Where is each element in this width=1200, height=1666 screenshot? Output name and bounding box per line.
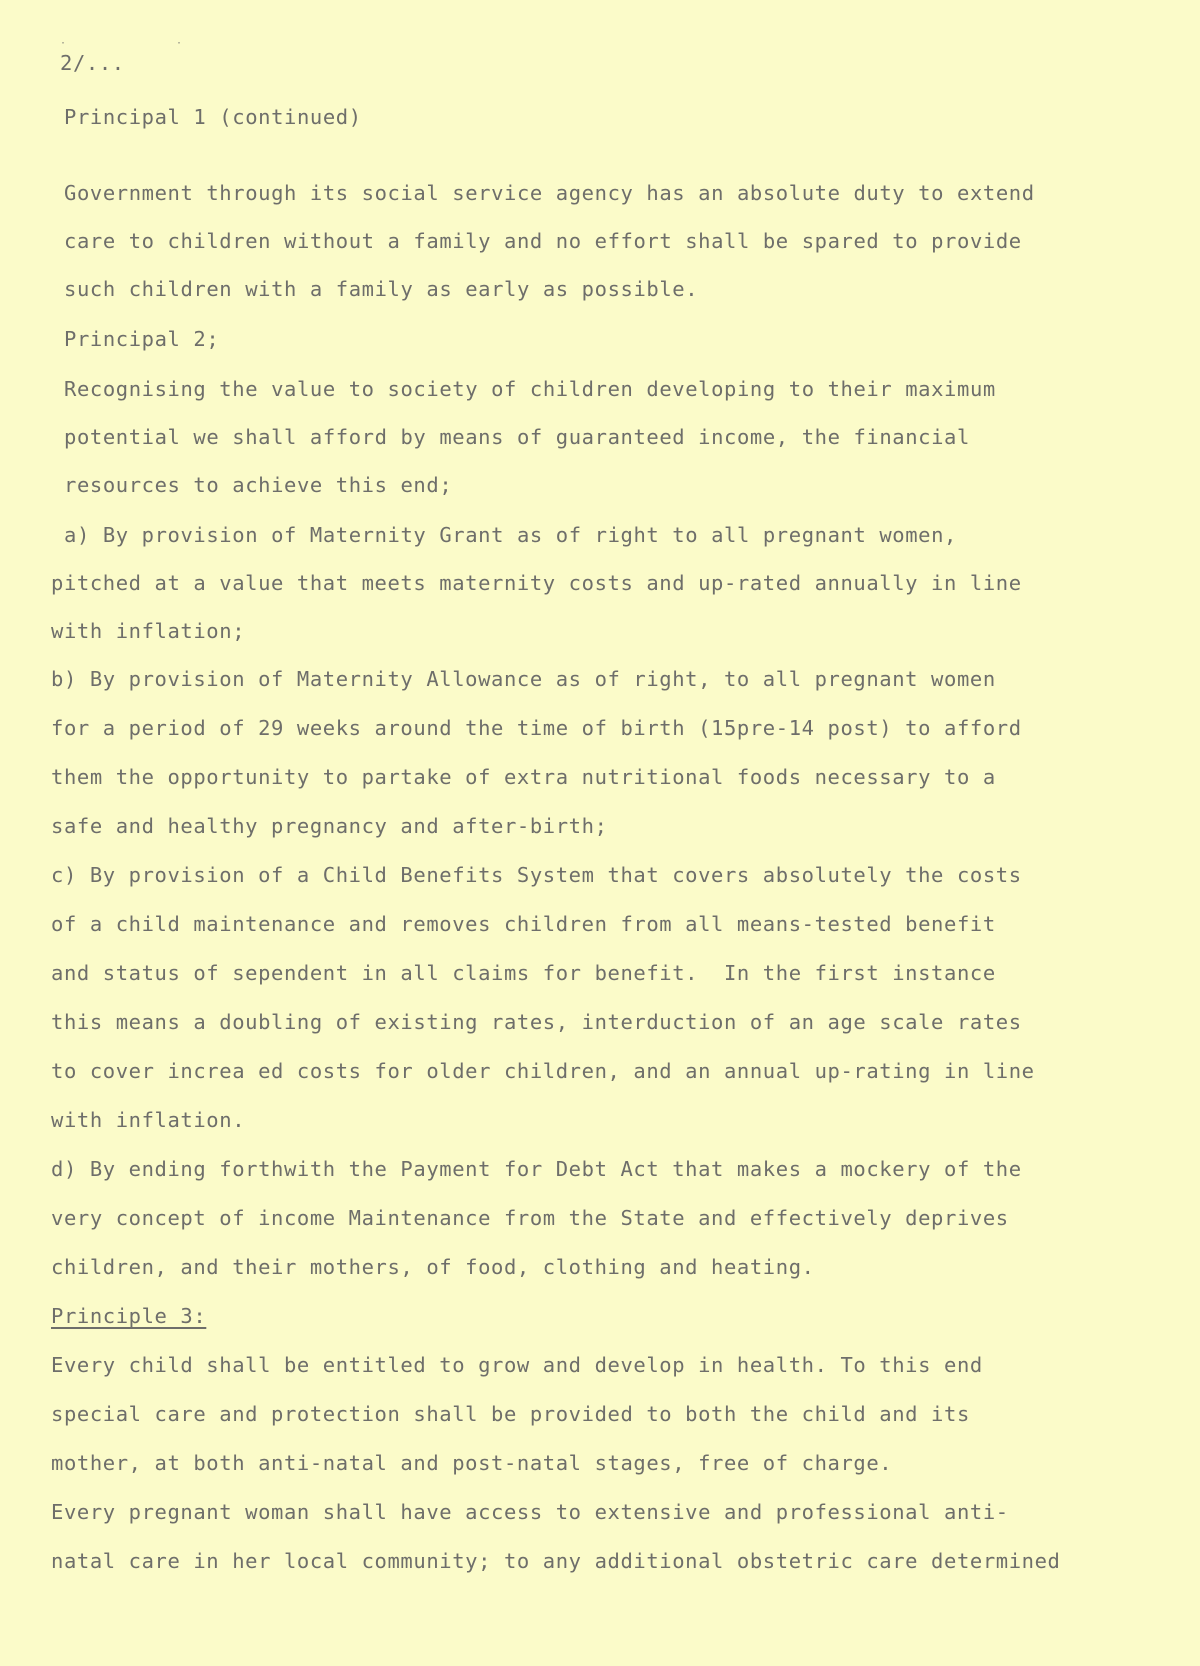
principle-3-body-line: natal care in her local community; to any additional obstetric care determined: [51, 1549, 1061, 1573]
principle-1-body-line: care to children without a family and no effort shall be spared to provide: [64, 229, 1022, 253]
item-b-line: them the opportunity to partake of extra nutritional foods necessary to a: [51, 765, 996, 789]
principle-2-intro-line: potential we shall afford by means of guaranteed income, the financial: [64, 425, 970, 449]
principle-1-body-line: such children with a family as early as possible.: [64, 277, 699, 301]
item-a-line: a) By provision of Maternity Grant as of right to all pregnant women,: [64, 523, 958, 547]
principle-2-intro-line: Recognising the value to society of children developing to their maximum: [64, 377, 996, 401]
principle-3-heading: Principle 3:: [51, 1304, 207, 1328]
item-d-line: d) By ending forthwith the Payment for Debt Act that makes a mockery of the: [51, 1157, 1022, 1181]
item-b-line: safe and healthy pregnancy and after-birth;: [51, 814, 608, 838]
item-b-line: for a period of 29 weeks around the time of birth (15pre-14 post) to afford: [51, 716, 1022, 740]
principle-3-body-line: special care and protection shall be provided to both the child and its: [51, 1402, 970, 1426]
item-c-line: c) By provision of a Child Benefits System that covers absolutely the costs: [51, 863, 1022, 887]
item-d-line: very concept of income Maintenance from the State and effectively deprives: [51, 1206, 1009, 1230]
item-a-line: pitched at a value that meets maternity costs and up-rated annually in line: [51, 571, 1022, 595]
principle-2-heading: Principal 2;: [64, 327, 220, 351]
principle-2-intro-line: resources to achieve this end;: [64, 473, 453, 497]
item-a-line: with inflation;: [51, 619, 246, 643]
principle-3-body-line: mother, at both anti-natal and post-natal stages, free of charge.: [51, 1451, 893, 1475]
paper-specks: · ·: [60, 38, 235, 49]
item-c-line: and status of sependent in all claims for benefit. In the first instance: [51, 961, 996, 985]
item-c-line: this means a doubling of existing rates, interduction of an age scale rates: [51, 1010, 1022, 1034]
item-c-line: of a child maintenance and removes children from all means-tested benefit: [51, 912, 996, 936]
item-c-line: with inflation.: [51, 1108, 246, 1132]
item-b-line: b) By provision of Maternity Allowance as of right, to all pregnant women: [51, 667, 996, 691]
item-d-line: children, and their mothers, of food, clothing and heating.: [51, 1255, 815, 1279]
page-reference: 2/...: [60, 51, 125, 75]
principle-1-body-line: Government through its social service agency has an absolute duty to extend: [64, 181, 1035, 205]
principle-3-body-line: Every pregnant woman shall have access to extensive and professional anti-: [51, 1500, 1009, 1524]
principle-1-heading: Principal 1 (continued): [64, 105, 362, 129]
item-c-line: to cover increa ed costs for older children, and an annual up-rating in line: [51, 1059, 1035, 1083]
principle-3-body-line: Every child shall be entitled to grow and develop in health. To this end: [51, 1353, 983, 1377]
